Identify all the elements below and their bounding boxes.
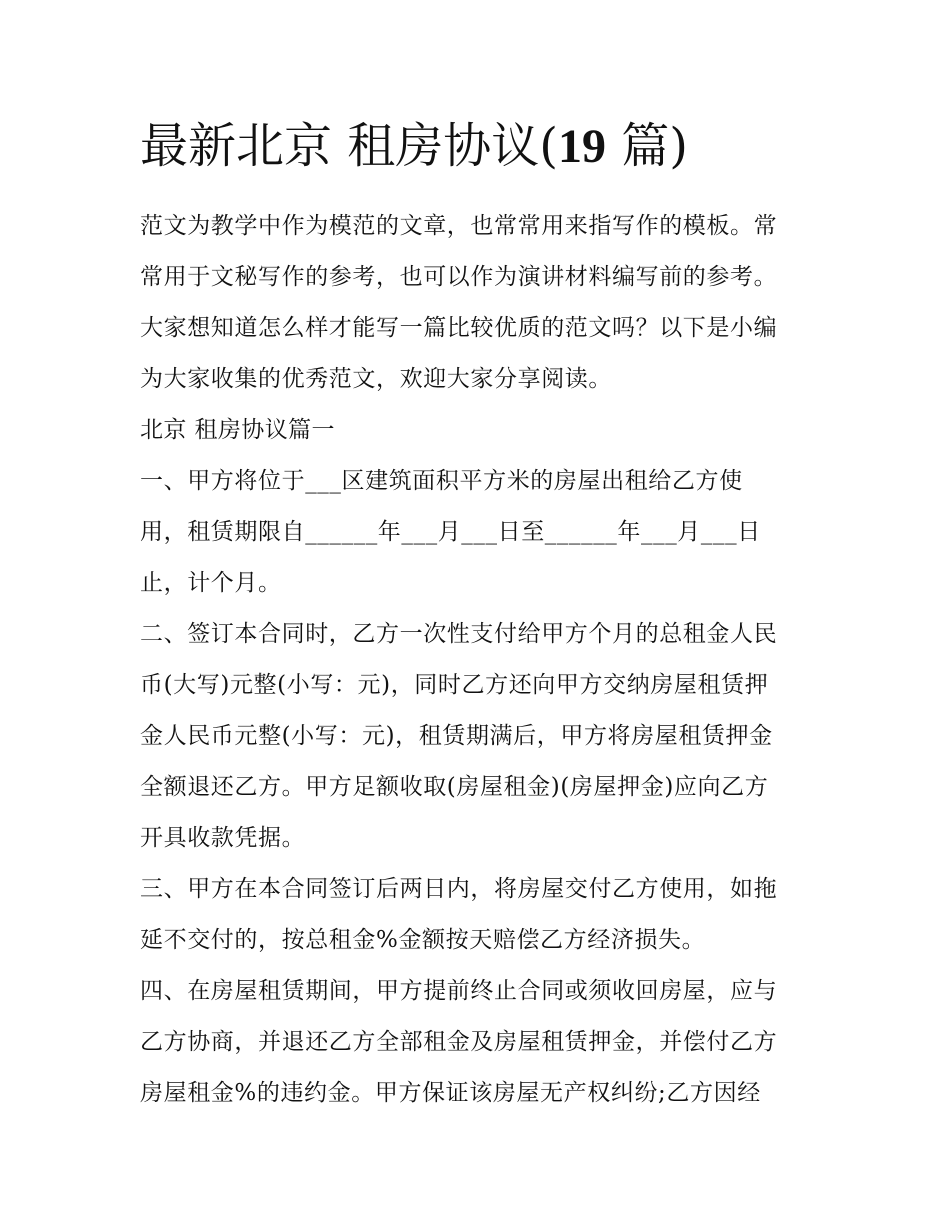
clause-line: 乙方协商，并退还乙方全部租金及房屋租赁押金，并偿付乙方 [140, 1029, 778, 1055]
document-body [140, 201, 820, 1119]
clause-line: 三、甲方在本合同签订后两日内，将房屋交付乙方使用，如拖 [140, 876, 778, 902]
clause-line: 金人民币元整(小写：元)，租赁期满后，甲方将房屋租赁押金 [140, 723, 773, 749]
intro-line: 常用于文秘写作的参考，也可以作为演讲材料编写前的参考。 [140, 264, 778, 290]
clause-line: 全额退还乙方。甲方足额收取(房屋租金)(房屋押金)应向乙方 [140, 774, 769, 800]
clause-line: 一、甲方将位于___区建筑面积平方米的房屋出租给乙方使 [140, 468, 743, 494]
clause-line: 四、在房屋租赁期间，甲方提前终止合同或须收回房屋，应与 [140, 978, 778, 1004]
intro-line: 为大家收集的优秀范文，欢迎大家分享阅读。 [140, 366, 612, 392]
clause-line: 用，租赁期限自______年___月___日至______年___月___日 [140, 519, 761, 545]
document-title [140, 112, 820, 181]
clause-line: 房屋租金%的违约金。甲方保证该房屋无产权纠纷;乙方因经 [140, 1080, 761, 1106]
clause-line: 开具收款凭据。 [140, 825, 306, 851]
title-suffix: 篇) [606, 118, 688, 174]
section-heading: 北京 租房协议篇一 [140, 417, 335, 443]
document-content [140, 112, 820, 1119]
title-number: 19 [558, 120, 606, 173]
clause-line: 币(大写)元整(小写：元)，同时乙方还向甲方交纳房屋租赁押 [140, 672, 769, 698]
title-prefix: 最新北京 租房协议( [140, 118, 558, 174]
clause-line: 二、签订本合同时，乙方一次性支付给甲方个月的总租金人民 [140, 621, 778, 647]
clause-line: 延不交付的，按总租金%金额按天赔偿乙方经济损失。 [140, 927, 706, 953]
intro-line: 范文为教学中作为模范的文章，也常常用来指写作的模板。常 [140, 213, 778, 239]
clause-line: 止，计个月。 [140, 570, 282, 596]
intro-line: 大家想知道怎么样才能写一篇比较优质的范文吗？以下是小编 [140, 315, 778, 341]
